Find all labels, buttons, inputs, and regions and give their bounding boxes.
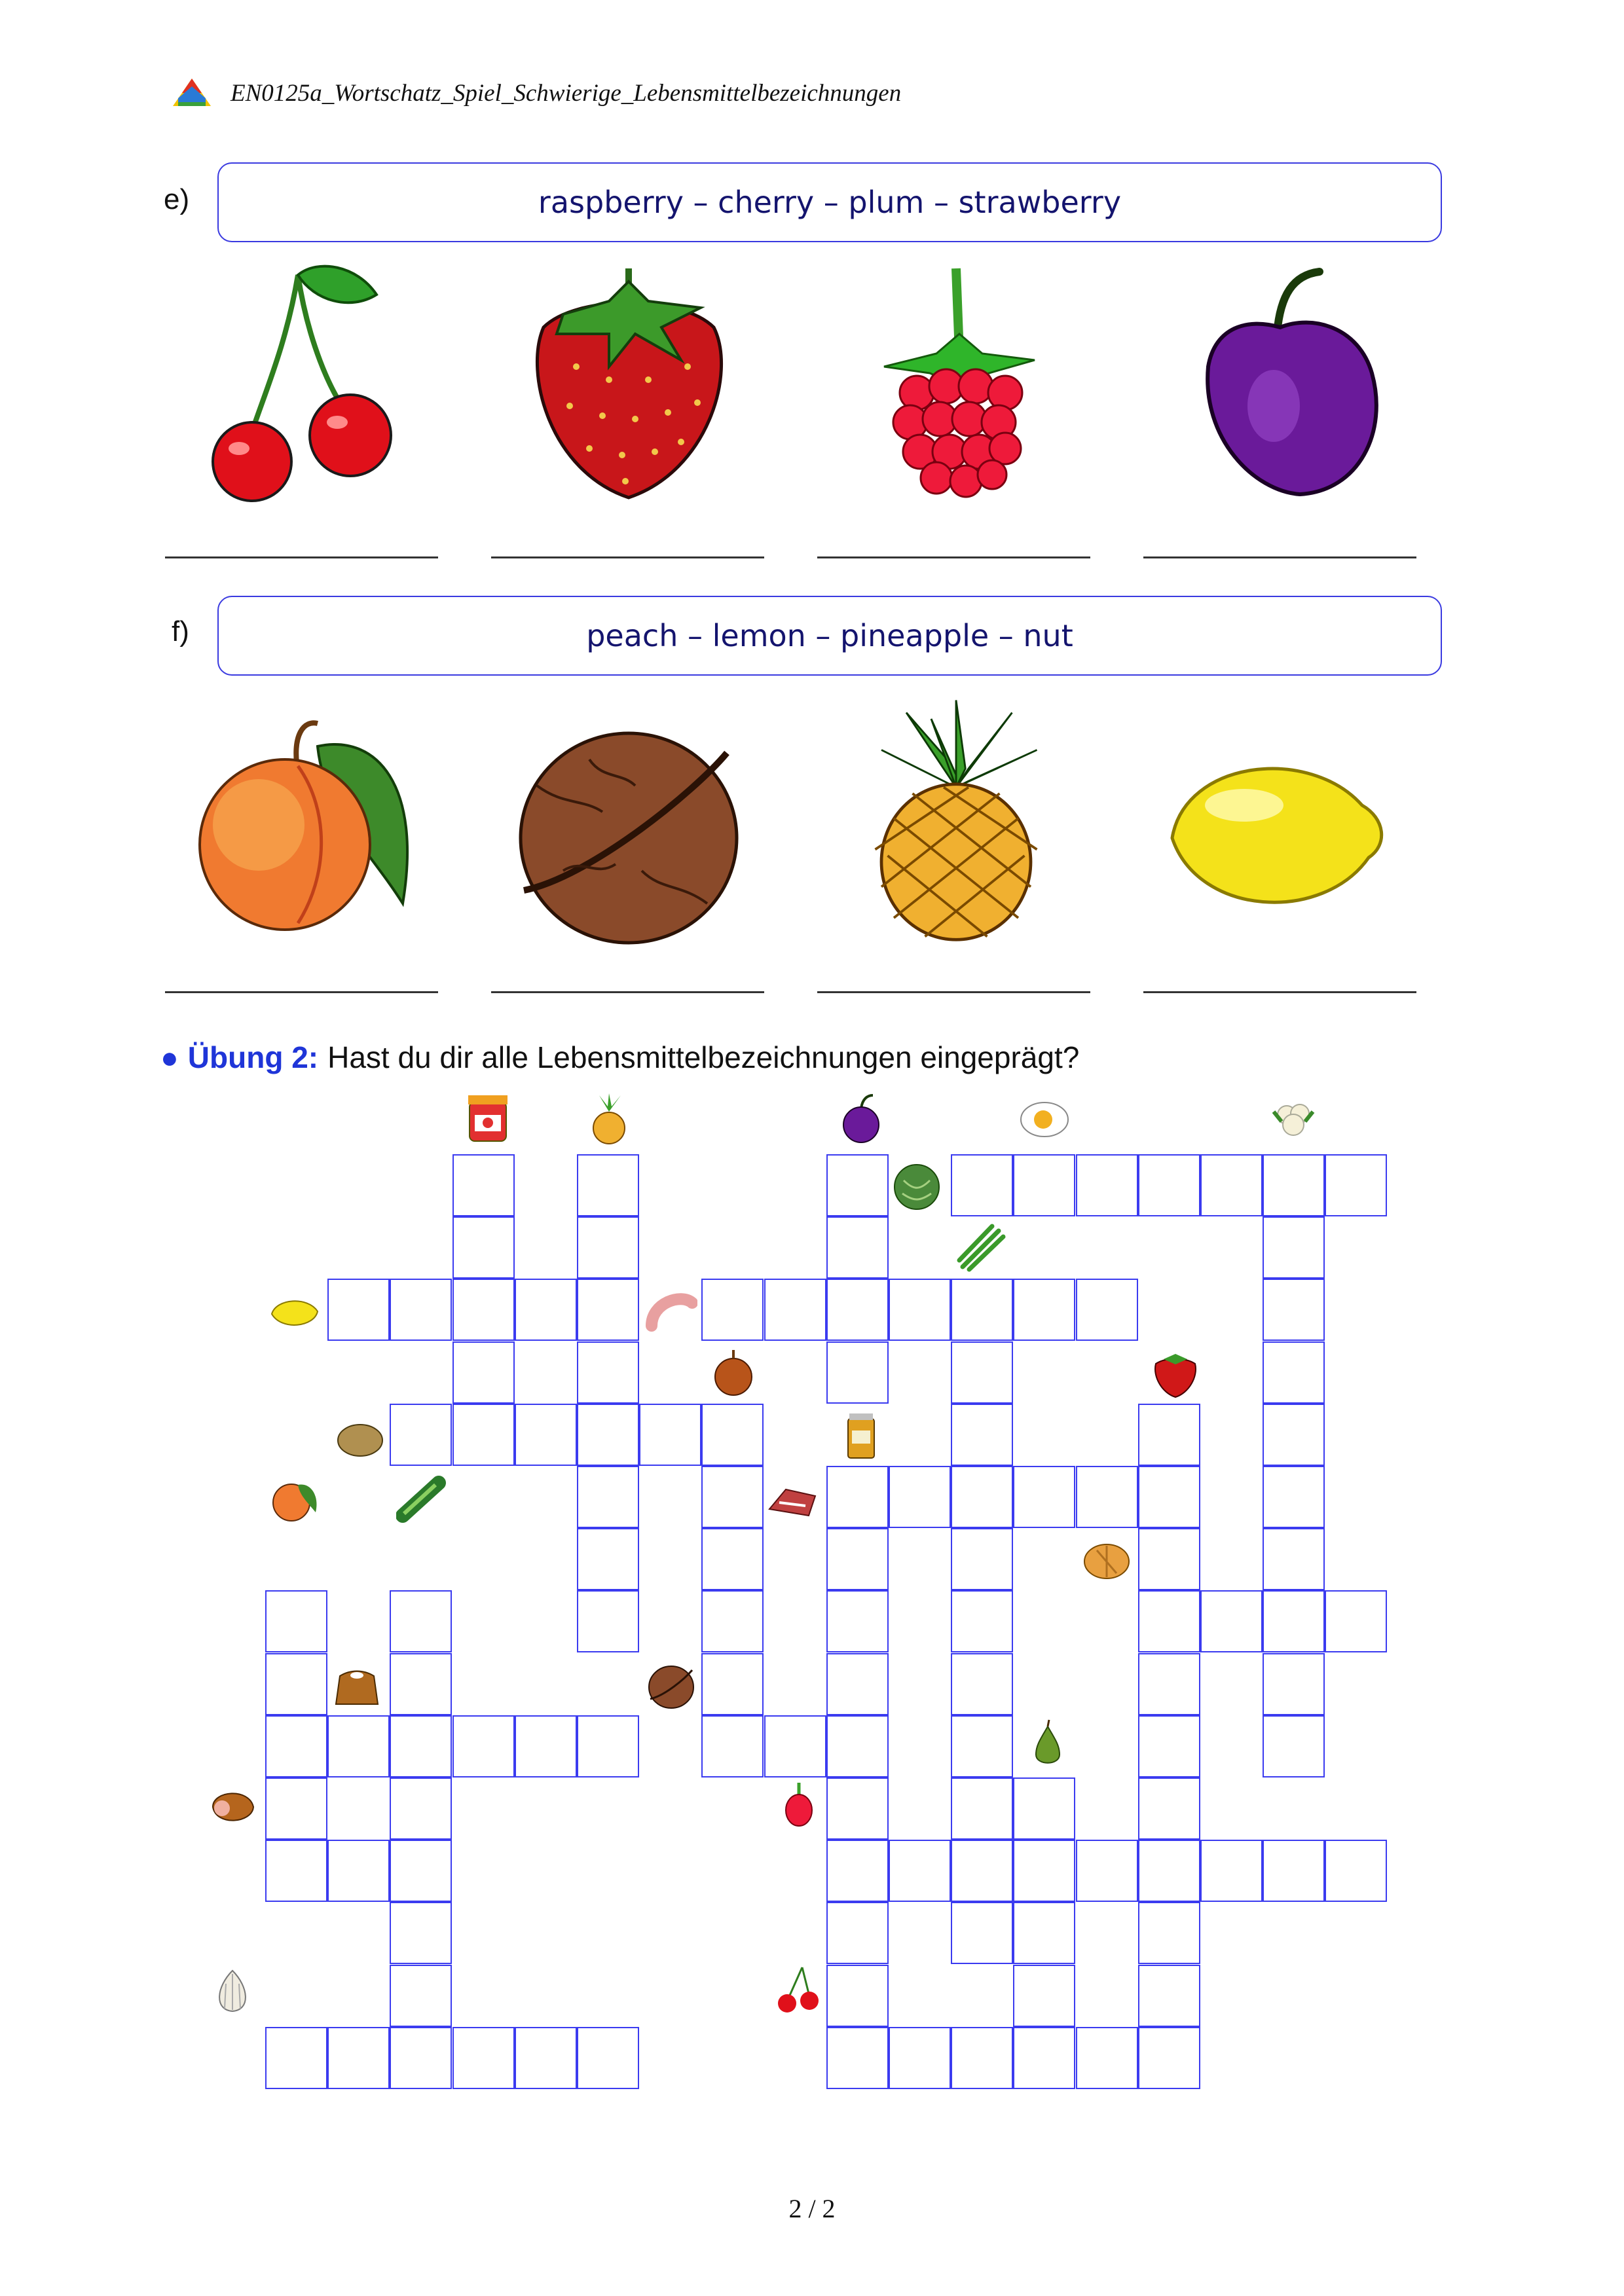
crossword-cell[interactable]	[1263, 1466, 1325, 1528]
crossword-cell[interactable]	[1263, 1341, 1325, 1404]
cherry-icon	[187, 255, 422, 504]
crossword-cell[interactable]	[452, 1154, 515, 1216]
raspberry-icon	[838, 255, 1074, 504]
crossword-cell[interactable]	[1013, 1902, 1075, 1964]
jam-icon	[462, 1092, 514, 1144]
crossword-cell[interactable]	[1263, 1653, 1325, 1715]
pineapple-icon	[583, 1092, 635, 1144]
crossword-cell[interactable]	[1013, 1777, 1075, 1840]
crossword-cell[interactable]	[452, 1404, 515, 1466]
section-e-label: e)	[164, 183, 190, 215]
answer-line-f4[interactable]	[1143, 991, 1416, 993]
crossword-cell[interactable]	[1200, 1590, 1263, 1652]
crossword-cell[interactable]	[951, 1466, 1013, 1528]
pear-icon	[1022, 1719, 1074, 1771]
crossword-cell[interactable]	[1138, 1404, 1200, 1466]
answer-line-e1[interactable]	[165, 556, 438, 558]
plum-icon	[835, 1092, 887, 1144]
crossword-cell[interactable]	[826, 1216, 889, 1279]
crossword-cell[interactable]	[826, 1965, 889, 2027]
crossword-cell[interactable]	[1263, 1715, 1325, 1777]
crossword-cell[interactable]	[1200, 1840, 1263, 1902]
answer-line-e4[interactable]	[1143, 556, 1416, 558]
crossword-cell[interactable]	[265, 2027, 327, 2089]
crossword-cell[interactable]	[951, 1777, 1013, 1840]
crossword-cell[interactable]	[265, 1590, 327, 1652]
crossword-cell[interactable]	[1138, 1840, 1200, 1902]
crossword-cell[interactable]	[390, 1404, 452, 1466]
crossword-cell[interactable]	[826, 1528, 889, 1590]
exercise-2-text: Hast du dir alle Lebensmittelbezeichnungen eingeprägt?	[327, 1040, 1080, 1074]
lemon-icon	[268, 1286, 321, 1339]
answer-line-f3[interactable]	[817, 991, 1090, 993]
crossword-cell[interactable]	[515, 1404, 577, 1466]
crossword-cell[interactable]	[1138, 1715, 1200, 1777]
crossword-cell[interactable]	[265, 1840, 327, 1902]
potato-icon	[334, 1413, 386, 1465]
bullet-icon: ●	[160, 1040, 179, 1074]
crossword-cell[interactable]	[1076, 1279, 1138, 1341]
crossword-cell[interactable]	[951, 1840, 1013, 1902]
garlic-icon	[206, 1964, 259, 2016]
crossword-cell[interactable]	[327, 1279, 390, 1341]
crossword-cell[interactable]	[951, 1715, 1013, 1777]
crossword-cell[interactable]	[515, 1279, 577, 1341]
strawberry-icon	[511, 255, 747, 504]
lettuce-icon	[891, 1161, 943, 1213]
crossword-cell[interactable]	[889, 1840, 951, 1902]
answer-line-e2[interactable]	[491, 556, 764, 558]
crossword-cell[interactable]	[390, 1965, 452, 2027]
page-number: 2 / 2	[788, 2194, 836, 2223]
crossword-cell[interactable]	[515, 2027, 577, 2089]
crossword-cell[interactable]	[390, 1715, 452, 1777]
crossword-cell[interactable]	[826, 1466, 889, 1528]
crossword-cell[interactable]	[1325, 1154, 1387, 1216]
crossword-cell[interactable]	[951, 1902, 1013, 1964]
crossword-cell[interactable]	[951, 1404, 1013, 1466]
walnut-icon	[645, 1660, 697, 1712]
crossword-cell[interactable]	[1076, 1840, 1138, 1902]
pineapple-icon	[838, 694, 1074, 943]
crossword-cell[interactable]	[889, 1279, 951, 1341]
answer-line-f2[interactable]	[491, 991, 764, 993]
crossword-cell[interactable]	[265, 1653, 327, 1715]
walnut-icon	[511, 707, 747, 956]
crossword-cell[interactable]	[1263, 1840, 1325, 1902]
sausage-icon	[645, 1286, 697, 1339]
bread-roll-icon	[1080, 1534, 1133, 1586]
crossword-cell[interactable]	[452, 1341, 515, 1404]
crossword-cell[interactable]	[1013, 1466, 1075, 1528]
egg-icon	[1018, 1092, 1071, 1144]
crossword-cell[interactable]	[1138, 1777, 1200, 1840]
crossword-cell[interactable]	[1138, 1965, 1200, 2027]
crossword-cell[interactable]	[1138, 1466, 1200, 1528]
crossword-cell[interactable]	[1013, 1154, 1075, 1216]
crossword-cell[interactable]	[889, 1466, 951, 1528]
crossword-cell[interactable]	[577, 1466, 639, 1528]
crossword-cell[interactable]	[390, 1777, 452, 1840]
crossword-cell[interactable]	[577, 1279, 639, 1341]
crossword-cell[interactable]	[1138, 1653, 1200, 1715]
crossword-cell[interactable]	[390, 1902, 452, 1964]
crossword-cell[interactable]	[327, 2027, 390, 2089]
meat-icon	[766, 1473, 819, 1525]
crossword-cell[interactable]	[390, 1279, 452, 1341]
crossword-cell[interactable]	[639, 1404, 701, 1466]
crossword-cell[interactable]	[577, 1590, 639, 1652]
crossword-cell[interactable]	[1138, 1590, 1200, 1652]
cake-icon	[331, 1660, 383, 1712]
crossword-cell[interactable]	[826, 1777, 889, 1840]
plum-icon	[1162, 255, 1398, 504]
crossword-cell[interactable]	[452, 1216, 515, 1279]
crossword-cell[interactable]	[951, 1590, 1013, 1652]
logo-icon	[172, 77, 212, 109]
crossword-cell[interactable]	[826, 1279, 889, 1341]
ham-icon	[206, 1781, 259, 1833]
crossword-cell[interactable]	[889, 2027, 951, 2089]
crossword-cell[interactable]	[701, 1715, 764, 1777]
crossword-cell[interactable]	[265, 1715, 327, 1777]
crossword-cell[interactable]	[1013, 1279, 1075, 1341]
cauliflower-icon	[1267, 1092, 1320, 1144]
crossword-cell[interactable]	[826, 1154, 889, 1216]
crossword-cell[interactable]	[1138, 2027, 1200, 2089]
crossword-cell[interactable]	[1076, 2027, 1138, 2089]
answer-line-f1[interactable]	[165, 991, 438, 993]
crossword-cell[interactable]	[1138, 1902, 1200, 1964]
crossword-cell[interactable]	[1263, 1216, 1325, 1279]
document-header	[172, 73, 901, 113]
crossword-cell[interactable]	[701, 1590, 764, 1652]
crossword-cell[interactable]	[1138, 1528, 1200, 1590]
crossword-cell[interactable]	[1325, 1840, 1387, 1902]
crossword-cell[interactable]	[390, 1653, 452, 1715]
crossword-cell[interactable]	[577, 1154, 639, 1216]
crossword-cell[interactable]	[515, 1715, 577, 1777]
crossword-cell[interactable]	[452, 1715, 515, 1777]
crossword-cell[interactable]	[1263, 1590, 1325, 1652]
crossword-cell[interactable]	[577, 1341, 639, 1404]
crossword-cell[interactable]	[1200, 1154, 1263, 1216]
raspberry-icon	[773, 1777, 825, 1830]
crossword-cell[interactable]	[951, 1279, 1013, 1341]
strawberry-icon	[1149, 1347, 1202, 1400]
crossword-cell[interactable]	[701, 1466, 764, 1528]
cherry-icon	[773, 1964, 825, 2016]
section-f-label: f)	[172, 615, 189, 647]
crossword-cell[interactable]	[1263, 1528, 1325, 1590]
crossword-cell[interactable]	[1263, 1279, 1325, 1341]
crossword-cell[interactable]	[1013, 1840, 1075, 1902]
crossword-cell[interactable]	[577, 1216, 639, 1279]
crossword-cell[interactable]	[701, 1279, 764, 1341]
document-title: EN0125a_Wortschatz_Spiel_Schwierige_Lebensmittelbezeichnungen	[231, 79, 902, 107]
crossword-cell[interactable]	[951, 2027, 1013, 2089]
crossword-cell[interactable]	[265, 1777, 327, 1840]
crossword-cell[interactable]	[327, 1715, 390, 1777]
crossword-cell[interactable]	[826, 2027, 889, 2089]
section-e-word-box: raspberry – cherry – plum – strawberry	[217, 162, 1442, 242]
onion-icon	[707, 1347, 760, 1400]
exercise-2-label: Übung 2:	[187, 1040, 319, 1074]
crossword-cell[interactable]	[1263, 1404, 1325, 1466]
honey-icon	[835, 1410, 887, 1462]
crossword-cell[interactable]	[577, 2027, 639, 2089]
answer-line-e3[interactable]	[817, 556, 1090, 558]
crossword-cell[interactable]	[577, 1715, 639, 1777]
crossword-cell[interactable]	[701, 1404, 764, 1466]
crossword-cell[interactable]	[390, 1840, 452, 1902]
crossword-cell[interactable]	[577, 1528, 639, 1590]
crossword-cell[interactable]	[701, 1528, 764, 1590]
crossword-cell[interactable]	[951, 1528, 1013, 1590]
exercise-2-heading	[160, 1038, 1079, 1077]
crossword-cell[interactable]	[764, 1715, 826, 1777]
crossword-cell[interactable]	[1013, 2027, 1075, 2089]
crossword-cell[interactable]	[452, 2027, 515, 2089]
crossword-cell[interactable]	[390, 1590, 452, 1652]
crossword-cell[interactable]	[1076, 1154, 1138, 1216]
crossword-cell[interactable]	[951, 1653, 1013, 1715]
crossword-cell[interactable]	[951, 1341, 1013, 1404]
crossword-cell[interactable]	[390, 2027, 452, 2089]
crossword-cell[interactable]	[701, 1653, 764, 1715]
crossword-cell[interactable]	[1263, 1154, 1325, 1216]
crossword-cell[interactable]	[764, 1279, 826, 1341]
lemon-icon	[1159, 707, 1395, 956]
crossword-cell[interactable]	[1076, 1466, 1138, 1528]
crossword-cell[interactable]	[951, 1154, 1013, 1216]
crossword-cell[interactable]	[1325, 1590, 1387, 1652]
crossword-cell[interactable]	[327, 1840, 390, 1902]
asparagus-icon	[956, 1221, 1008, 1273]
cucumber-icon	[396, 1473, 449, 1525]
crossword-cell[interactable]	[1013, 1965, 1075, 2027]
section-f-word-box: peach – lemon – pineapple – nut	[217, 596, 1442, 676]
crossword-cell[interactable]	[452, 1279, 515, 1341]
crossword-cell[interactable]	[577, 1404, 639, 1466]
crossword-cell[interactable]	[826, 1840, 889, 1902]
peach-icon	[180, 707, 416, 956]
crossword-cell[interactable]	[826, 1653, 889, 1715]
crossword-cell[interactable]	[826, 1902, 889, 1964]
crossword-cell[interactable]	[1138, 1154, 1200, 1216]
crossword-cell[interactable]	[826, 1715, 889, 1777]
crossword-cell[interactable]	[826, 1341, 889, 1404]
peach-icon	[268, 1473, 321, 1525]
crossword-cell[interactable]	[826, 1590, 889, 1652]
